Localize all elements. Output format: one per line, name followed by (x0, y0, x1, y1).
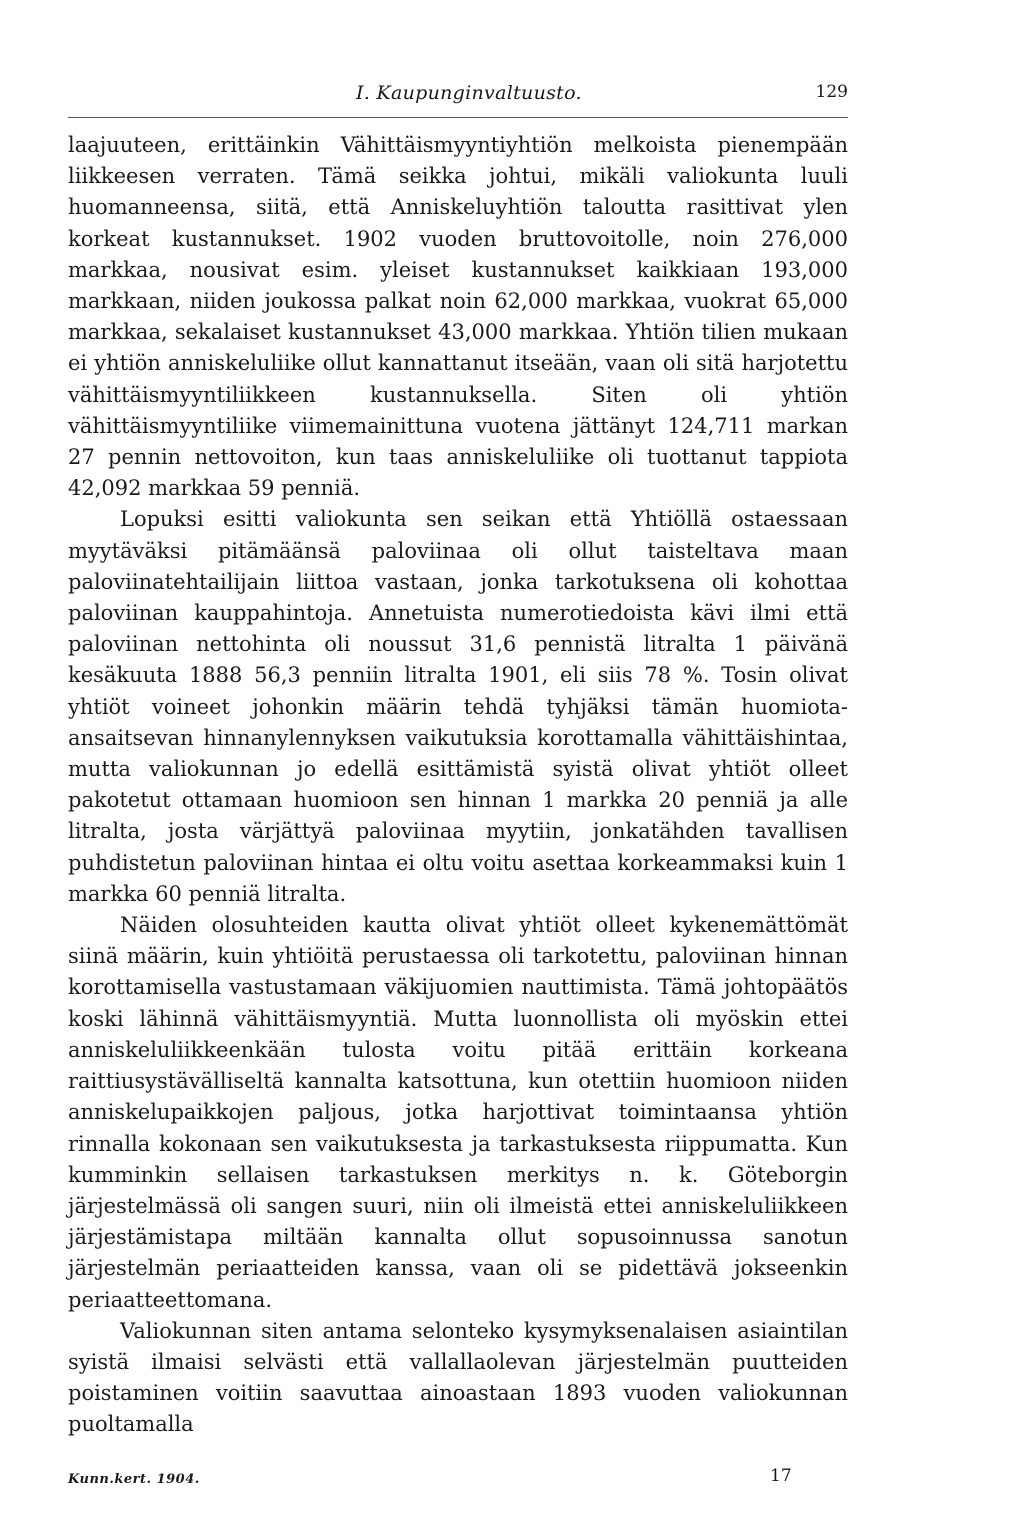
running-title: I. Kaupunginvaltuusto. (356, 82, 582, 104)
paragraph-3: Näiden olosuhteiden kautta olivat yhtiöt olleet kykenemättömät siinä määrin, kuin yhtiöitä perustaessa oli tarkotettu, paloviinan hinnan korottamisella vastustamaan väkijuomien nauttimista. Tämä johtopäätös koski lähinnä vähittäismyyntiä. Mutta luonnollista oli myöskin ettei anniskeluliikkeenkään tulosta voitu pitää erittäin korkeana raittiusystävälliseltä kannalta katsottuna, kun otettiin huomioon niiden anniskelupaikkojen paljous, jotka harjottivat toimintaansa yhtiön rinnalla kokonaan sen vaikutuksesta ja tarkastuksesta riippumatta. Kun kumminkin sellaisen tarkastuksen merkitys n. k. Göteborgin järjestelmässä oli sangen suuri, niin oli ilmeistä ettei anniskeluliikkeen järjestämistapa miltään kannalta ollut sopusoinnussa sanotun järjestelmän periaatteiden kanssa, vaan oli se pidettävä jokseenkin periaatteettomana. (68, 913, 848, 1312)
paragraph-1: laajuuteen, erittäinkin Vähittäismyyntiyhtiön melkoista pienempään liikkeesen verraten. Tämä seikka johtui, mikäli valiokunta luuli huomanneensa, siitä, että Anniskeluyhtiön taloutta rasittivat ylen korkeat kustannukset. 1902 vuoden bruttovoitolle, noin 276,000 markkaa, nousivat esim. yleiset kustannukset kaikkiaan 193,000 markkaan, niiden joukossa palkat noin 62,000 markkaa, vuokrat 65,000 markkaa, sekalaiset kustannukset 43,000 markkaa. Yhtiön tilien mukaan ei yhtiön anniskeluliike ollut kannattanut itseään, vaan oli sitä harjotettu vähittäismyyntiliikkeen kustannuksella. Siten oli yhtiön vähittäismyyntiliike viimemainittuna vuotena jättänyt 124,711 markan 27 pennin nettovoiton, kun taas anniskeluliike oli tuottanut tappiota 42,092 markkaa 59 penniä. (68, 133, 848, 501)
page-number: 129 (815, 82, 848, 102)
header-rule (68, 117, 848, 118)
paragraph-4: Valiokunnan siten antama selonteko kysymyksenalaisen asiaintilan syistä ilmaisi selvästi että vallallaolevan järjestelmän puutteiden poistaminen voitiin saavuttaa ainoastaan 1893 vuoden valiokunnan puoltamalla (68, 1318, 848, 1437)
page-footer (68, 1466, 848, 1490)
paragraph-2: Lopuksi esitti valiokunta sen seikan että Yhtiöllä ostaessaan myytäväksi pitämäänsä paloviinaa oli ollut taisteltava maan paloviinatehtailijain liittoa vastaan, jonka tarkotuksena oli kohottaa paloviinan kauppahintoja. Annetuista numerotiedoista kävi ilmi että paloviinan nettohinta oli noussut 31,6 pennistä litralta 1 päivänä kesäkuuta 1888 56,3 penniin litralta 1901, eli siis 78 %. Tosin olivat yhtiöt voineet johonkin määrin tehdä tyhjäksi tämän huomiota-ansaitsevan hinnanylennyksen vaikutuksia korottamalla vähittäishintaa, mutta valiokunnan jo edellä esittämistä syistä olivat yhtiöt olleet pakotetut ottamaan huomioon sen hinnan 1 markka 20 penniä ja alle litralta, josta värjättyä paloviinaa myytiin, jonkatähden tavallisen puhdistetun paloviinan hintaa ei oltu voitu asettaa korkeammaksi kuin 1 markka 60 penniä litralta. (68, 507, 848, 906)
sheet-number: 17 (770, 1466, 792, 1486)
printer-signature: Kunn.kert. 1904. (68, 1472, 200, 1487)
page-header (68, 82, 848, 112)
body-text (68, 130, 848, 1441)
